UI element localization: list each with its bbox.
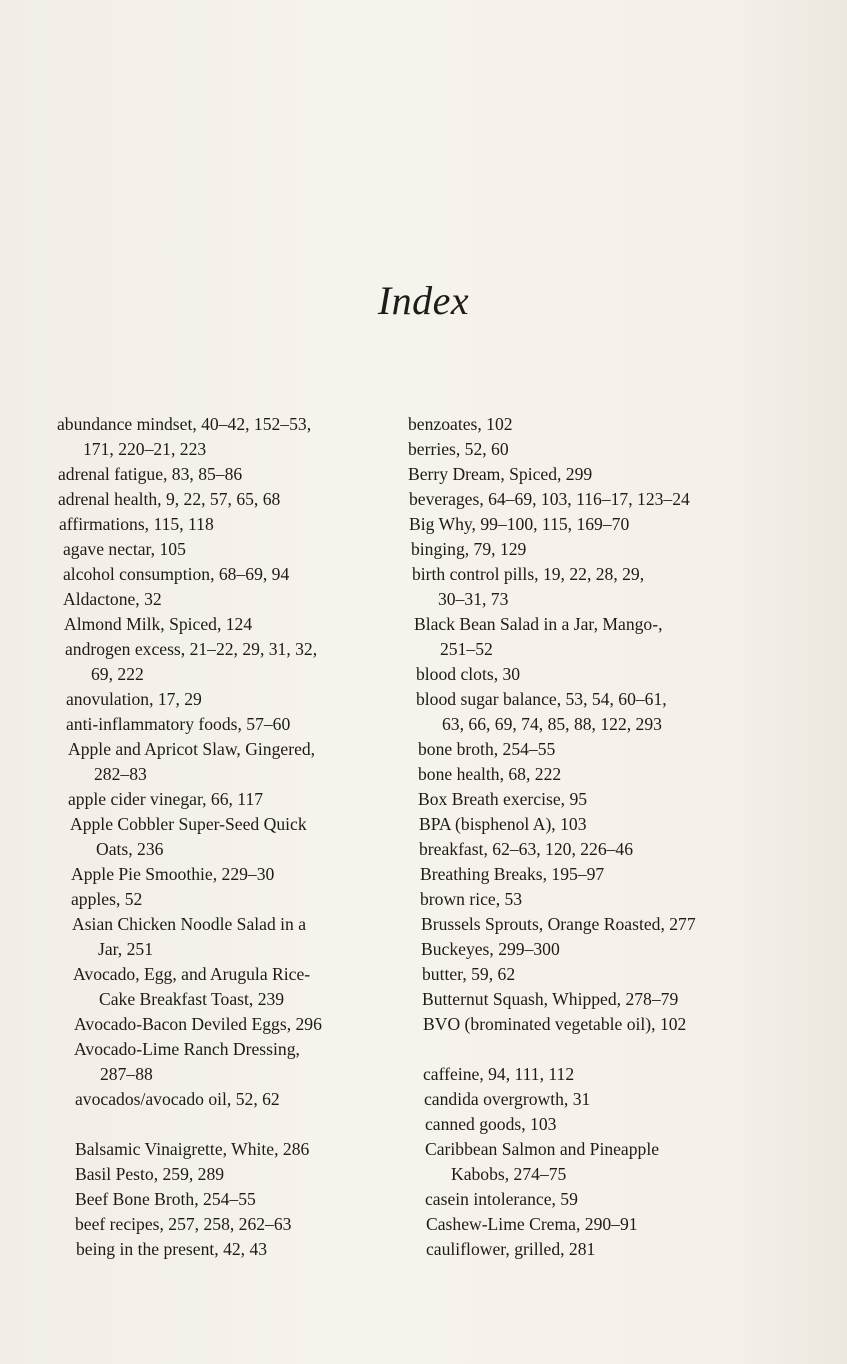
index-entry-text: bone broth, 254–55 bbox=[418, 739, 556, 759]
index-entry-text: Basil Pesto, 259, 289 bbox=[75, 1164, 225, 1184]
index-entry-text: BVO (brominated vegetable oil), 102 bbox=[423, 1014, 687, 1034]
index-entry-text: avocados/avocado oil, 52, 62 bbox=[75, 1089, 280, 1109]
index-entry bbox=[65, 637, 387, 687]
index-entry-text: beef recipes, 257, 258, 262–63 bbox=[75, 1214, 292, 1234]
index-entry-text: berries, 52, 60 bbox=[408, 439, 509, 459]
index-entry-text: abundance mindset, 40–42, 152–53, bbox=[57, 414, 312, 434]
index-letter-gap bbox=[408, 1037, 828, 1062]
index-entry-text: candida overgrowth, 31 bbox=[424, 1089, 591, 1109]
index-entry bbox=[63, 587, 387, 612]
index-entry-text: Black Bean Salad in a Jar, Mango-, bbox=[414, 614, 663, 634]
index-entry-text: beverages, 64–69, 103, 116–17, 123–24 bbox=[409, 489, 690, 509]
index-entry-text: BPA (bisphenol A), 103 bbox=[419, 814, 587, 834]
index-entry-text: anovulation, 17, 29 bbox=[66, 689, 202, 709]
index-entry bbox=[419, 837, 828, 862]
index-entry bbox=[422, 987, 828, 1012]
index-entry-text: affirmations, 115, 118 bbox=[59, 514, 214, 534]
index-entry-text: Avocado-Lime Ranch Dressing, bbox=[74, 1039, 300, 1059]
index-entry-text: adrenal fatigue, 83, 85–86 bbox=[58, 464, 243, 484]
index-entry bbox=[408, 412, 828, 437]
index-entry bbox=[71, 862, 387, 887]
index-entry bbox=[411, 537, 828, 562]
index-entry-text: apples, 52 bbox=[71, 889, 143, 909]
index-letter-gap bbox=[57, 1112, 387, 1137]
index-entry-continuation: 30–31, 73 bbox=[438, 589, 509, 609]
index-entry bbox=[68, 737, 387, 787]
index-entry-text: being in the present, 42, 43 bbox=[76, 1239, 268, 1259]
index-entry bbox=[416, 662, 828, 687]
index-entry-continuation: 69, 222 bbox=[91, 664, 144, 684]
index-entry-continuation: Oats, 236 bbox=[96, 839, 164, 859]
index-entry bbox=[66, 712, 387, 737]
index-entry-continuation: 282–83 bbox=[94, 764, 147, 784]
index-entry-text: Box Breath exercise, 95 bbox=[418, 789, 588, 809]
index-entry bbox=[420, 887, 828, 912]
index-entry bbox=[58, 487, 387, 512]
index-entry bbox=[76, 1237, 387, 1262]
index-entry bbox=[423, 1012, 828, 1037]
index-entry bbox=[74, 1037, 387, 1087]
index-entry-continuation: Kabobs, 274–75 bbox=[451, 1164, 567, 1184]
index-entry-continuation: Cake Breakfast Toast, 239 bbox=[99, 989, 285, 1009]
index-entry bbox=[64, 612, 387, 637]
index-entry bbox=[75, 1087, 387, 1112]
index-entry bbox=[59, 512, 387, 537]
index-entry-text: agave nectar, 105 bbox=[63, 539, 186, 559]
index-entry-text: Avocado, Egg, and Arugula Rice- bbox=[73, 964, 311, 984]
index-entry bbox=[421, 912, 828, 937]
index-column-right bbox=[408, 412, 828, 1262]
index-entry-text: Breathing Breaks, 195–97 bbox=[420, 864, 605, 884]
index-column-left bbox=[57, 412, 387, 1262]
index-entry-text: binging, 79, 129 bbox=[411, 539, 527, 559]
index-entry-text: cauliflower, grilled, 281 bbox=[426, 1239, 596, 1259]
index-entry-text: Almond Milk, Spiced, 124 bbox=[64, 614, 253, 634]
index-entry-continuation: Jar, 251 bbox=[98, 939, 153, 959]
index-entry bbox=[422, 962, 828, 987]
index-entry bbox=[416, 687, 828, 737]
index-entry bbox=[418, 787, 828, 812]
index-entry bbox=[75, 1187, 387, 1212]
index-entry-text: apple cider vinegar, 66, 117 bbox=[68, 789, 264, 809]
index-entry bbox=[409, 487, 828, 512]
index-entry bbox=[68, 787, 387, 812]
index-entry bbox=[71, 887, 387, 912]
index-entry bbox=[75, 1162, 387, 1187]
index-entry-text: casein intolerance, 59 bbox=[425, 1189, 578, 1209]
index-entry bbox=[425, 1137, 828, 1187]
index-entry-text: adrenal health, 9, 22, 57, 65, 68 bbox=[58, 489, 281, 509]
index-entry-text: blood clots, 30 bbox=[416, 664, 521, 684]
index-entry-text: Caribbean Salmon and Pineapple bbox=[425, 1139, 660, 1159]
index-entry-text: Beef Bone Broth, 254–55 bbox=[75, 1189, 256, 1209]
index-entry-text: canned goods, 103 bbox=[425, 1114, 557, 1134]
index-entry bbox=[424, 1087, 828, 1112]
index-entry-text: Apple Pie Smoothie, 229–30 bbox=[71, 864, 275, 884]
index-entry bbox=[418, 762, 828, 787]
index-entry bbox=[418, 737, 828, 762]
index-entry-text: blood sugar balance, 53, 54, 60–61, bbox=[416, 689, 667, 709]
index-entry bbox=[423, 1062, 828, 1087]
index-entry-text: butter, 59, 62 bbox=[422, 964, 516, 984]
index-entry bbox=[73, 962, 387, 1012]
index-entry bbox=[412, 562, 828, 612]
index-entry-text: Apple and Apricot Slaw, Gingered, bbox=[68, 739, 316, 759]
index-entry bbox=[75, 1137, 387, 1162]
page-title: Index bbox=[377, 277, 470, 323]
index-entry bbox=[425, 1187, 828, 1212]
index-entry bbox=[66, 687, 387, 712]
index-entry-text: breakfast, 62–63, 120, 226–46 bbox=[419, 839, 634, 859]
index-entry bbox=[63, 537, 387, 562]
index-entry bbox=[70, 812, 387, 862]
index-entry-text: Apple Cobbler Super-Seed Quick bbox=[70, 814, 307, 834]
index-entry bbox=[408, 437, 828, 462]
index-entry bbox=[426, 1237, 828, 1262]
index-entry bbox=[425, 1112, 828, 1137]
index-entry-text: androgen excess, 21–22, 29, 31, 32, bbox=[65, 639, 318, 659]
index-entry bbox=[408, 462, 828, 487]
index-entry-text: Avocado-Bacon Deviled Eggs, 296 bbox=[74, 1014, 322, 1034]
index-entry-text: bone health, 68, 222 bbox=[418, 764, 562, 784]
index-entry-text: brown rice, 53 bbox=[420, 889, 523, 909]
index-entry-text: birth control pills, 19, 22, 28, 29, bbox=[412, 564, 645, 584]
index-entry-continuation: 251–52 bbox=[440, 639, 493, 659]
index-entry-text: Butternut Squash, Whipped, 278–79 bbox=[422, 989, 679, 1009]
index-entry-text: Big Why, 99–100, 115, 169–70 bbox=[409, 514, 630, 534]
index-entry-text: Asian Chicken Noodle Salad in a bbox=[72, 914, 307, 934]
index-entry bbox=[426, 1212, 828, 1237]
index-entry bbox=[74, 1012, 387, 1037]
index-entry bbox=[409, 512, 828, 537]
index-entry bbox=[419, 812, 828, 837]
index-entry-text: alcohol consumption, 68–69, 94 bbox=[63, 564, 290, 584]
index-entry bbox=[58, 462, 387, 487]
index-entry bbox=[414, 612, 828, 662]
index-entry-text: Balsamic Vinaigrette, White, 286 bbox=[75, 1139, 310, 1159]
index-entry-text: Aldactone, 32 bbox=[63, 589, 162, 609]
index-entry-text: Buckeyes, 299–300 bbox=[421, 939, 560, 959]
index-entry-continuation: 287–88 bbox=[100, 1064, 153, 1084]
index-entry-continuation: 63, 66, 69, 74, 85, 88, 122, 293 bbox=[442, 714, 662, 734]
index-entry bbox=[75, 1212, 387, 1237]
index-entry-continuation: 171, 220–21, 223 bbox=[83, 439, 207, 459]
index-entry-text: benzoates, 102 bbox=[408, 414, 513, 434]
index-entry bbox=[421, 937, 828, 962]
index-entry bbox=[57, 412, 387, 462]
index-entry bbox=[72, 912, 387, 962]
index-entry-text: Berry Dream, Spiced, 299 bbox=[408, 464, 593, 484]
index-entry-text: caffeine, 94, 111, 112 bbox=[423, 1064, 575, 1084]
index-entry-text: anti-inflammatory foods, 57–60 bbox=[66, 714, 291, 734]
index-entry-text: Cashew-Lime Crema, 290–91 bbox=[426, 1214, 638, 1234]
index-entry bbox=[420, 862, 828, 887]
index-entry-text: Brussels Sprouts, Orange Roasted, 277 bbox=[421, 914, 696, 934]
index-entry bbox=[63, 562, 387, 587]
